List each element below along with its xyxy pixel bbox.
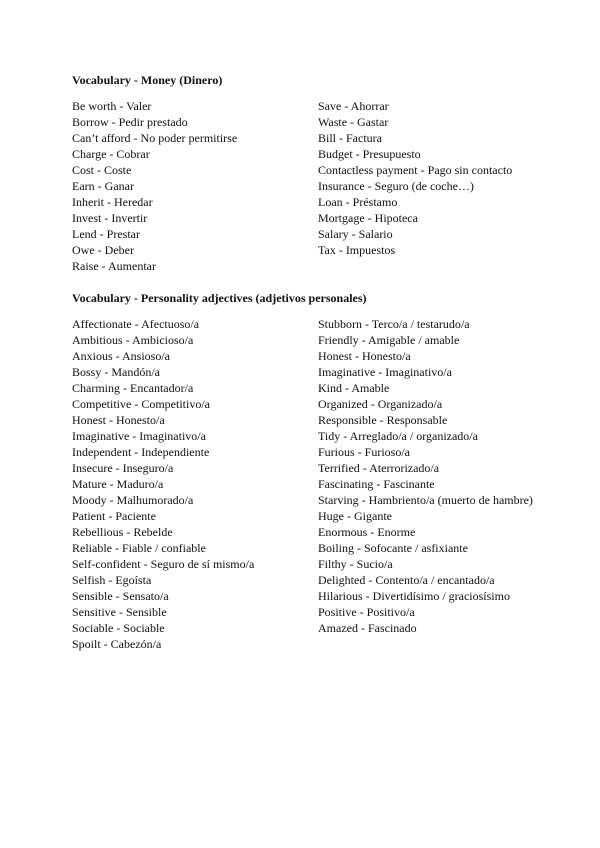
vocab-entry: Cost - Coste <box>72 163 132 177</box>
money-columns <box>72 98 542 274</box>
vocab-entry: Salary - Salario <box>318 227 393 241</box>
vocab-entry: Friendly - Amigable / amable <box>318 333 460 347</box>
vocab-entry: Anxious - Ansioso/a <box>72 349 171 363</box>
vocab-entry: Enormous - Enorme <box>318 525 416 539</box>
vocab-entry: Terrified - Aterrorizado/a <box>318 461 440 475</box>
vocab-entry: Furious - Furioso/a <box>318 445 411 459</box>
personality-section-title: Vocabulary - Personality adjectives (adjetivos personales) <box>72 291 367 305</box>
vocab-entry: Responsible - Responsable <box>318 413 448 427</box>
vocab-entry: Invest - Invertir <box>72 211 148 225</box>
vocab-entry: Insurance - Seguro (de coche…) <box>318 179 474 193</box>
vocab-entry: Spoilt - Cabezón/a <box>72 637 162 651</box>
vocab-entry: Independent - Independiente <box>72 445 210 459</box>
vocab-entry: Loan - Préstamo <box>318 195 398 209</box>
vocab-entry: Hilarious - Divertidísimo / graciosísimo <box>318 589 510 603</box>
vocab-entry: Charming - Encantador/a <box>72 381 194 395</box>
vocab-entry: Sociable - Sociable <box>72 621 165 635</box>
vocab-entry: Filthy - Sucio/a <box>318 557 393 571</box>
vocab-entry: Mortgage - Hipoteca <box>318 211 418 225</box>
vocab-entry: Organized - Organizado/a <box>318 397 443 411</box>
personality-vocabulary-section <box>72 290 542 652</box>
vocab-entry: Positive - Positivo/a <box>318 605 415 619</box>
vocab-entry: Save - Ahorrar <box>318 99 389 113</box>
vocab-entry: Huge - Gigante <box>318 509 392 523</box>
vocab-entry: Affectionate - Afectuoso/a <box>72 317 200 331</box>
vocab-entry: Bill - Factura <box>318 131 382 145</box>
personality-left-column <box>72 316 318 652</box>
vocab-entry: Waste - Gastar <box>318 115 389 129</box>
vocab-entry: Delighted - Contento/a / encantado/a <box>318 573 495 587</box>
vocab-entry: Honest - Honesto/a <box>318 349 411 363</box>
personality-columns <box>72 316 542 652</box>
vocab-entry: Owe - Deber <box>72 243 134 257</box>
money-right-column <box>318 98 542 274</box>
vocab-entry: Insecure - Inseguro/a <box>72 461 174 475</box>
vocab-entry: Selfish - Egoísta <box>72 573 152 587</box>
vocab-entry: Imaginative - Imaginativo/a <box>318 365 452 379</box>
vocab-entry: Sensitive - Sensible <box>72 605 167 619</box>
vocab-entry: Starving - Hambriento/a (muerto de hambre) <box>318 493 533 507</box>
vocab-entry: Honest - Honesto/a <box>72 413 165 427</box>
vocab-entry: Charge - Cobrar <box>72 147 150 161</box>
personality-right-column <box>318 316 542 652</box>
vocab-entry: Boiling - Sofocante / asfixiante <box>318 541 468 555</box>
vocab-entry: Ambitious - Ambicioso/a <box>72 333 194 347</box>
vocab-entry: Contactless payment - Pago sin contacto <box>318 163 513 177</box>
vocab-entry: Mature - Maduro/a <box>72 477 164 491</box>
vocab-entry: Earn - Ganar <box>72 179 134 193</box>
vocab-entry: Amazed - Fascinado <box>318 621 417 635</box>
vocab-entry: Fascinating - Fascinante <box>318 477 435 491</box>
vocab-entry: Rebellious - Rebelde <box>72 525 173 539</box>
vocab-entry: Tidy - Arreglado/a / organizado/a <box>318 429 478 443</box>
vocab-entry: Borrow - Pedir prestado <box>72 115 188 129</box>
vocab-entry: Lend - Prestar <box>72 227 140 241</box>
vocab-entry: Imaginative - Imaginativo/a <box>72 429 206 443</box>
vocab-entry: Inherit - Heredar <box>72 195 153 209</box>
money-vocabulary-section <box>72 72 542 274</box>
vocab-entry: Stubborn - Terco/a / testarudo/a <box>318 317 470 331</box>
vocab-entry: Be worth - Valer <box>72 99 152 113</box>
vocab-entry: Self-confident - Seguro de sí mismo/a <box>72 557 255 571</box>
vocab-entry: Patient - Paciente <box>72 509 156 523</box>
vocab-entry: Tax - Impuestos <box>318 243 396 257</box>
vocab-entry: Competitive - Competitivo/a <box>72 397 210 411</box>
vocab-entry: Can’t afford - No poder permitirse <box>72 131 238 145</box>
vocab-entry: Moody - Malhumorado/a <box>72 493 194 507</box>
vocab-entry: Raise - Aumentar <box>72 259 156 273</box>
vocab-entry: Kind - Amable <box>318 381 390 395</box>
vocab-entry: Bossy - Mandón/a <box>72 365 160 379</box>
vocab-entry: Reliable - Fiable / confiable <box>72 541 206 555</box>
vocab-entry: Sensible - Sensato/a <box>72 589 169 603</box>
money-left-column <box>72 98 318 274</box>
vocab-entry: Budget - Presupuesto <box>318 147 421 161</box>
money-section-title: Vocabulary - Money (Dinero) <box>72 73 223 87</box>
